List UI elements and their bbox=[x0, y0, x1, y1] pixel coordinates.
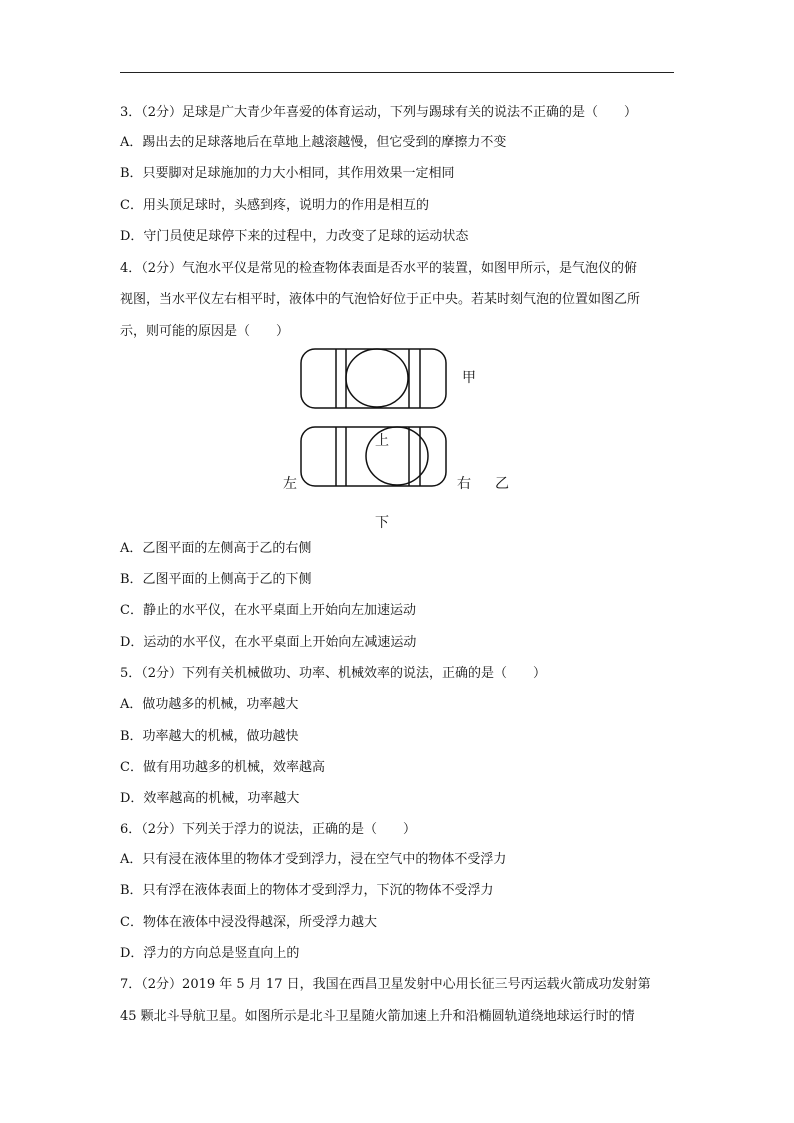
q4-option-a: A．乙图平面的左侧高于乙的右侧 bbox=[120, 541, 312, 556]
q5-option-b: B．功率越大的机械，做功越快 bbox=[120, 729, 299, 744]
q7-stem-line-1: 7．（2分）2019 年 5 月 17 日，我国在西昌卫星发射中心用长征三号丙运载火箭成功发射第 bbox=[120, 977, 651, 992]
figure-label-right: 右 bbox=[457, 476, 471, 492]
figure-label-yi: 乙 bbox=[495, 476, 509, 492]
figure-label-top: 上 bbox=[375, 433, 389, 449]
q4-stem-line-2: 视图，当水平仪左右相平时，液体中的气泡恰好位于正中央。若某时刻气泡的位置如图乙所 bbox=[120, 292, 641, 307]
q3-option-a: A．踢出去的足球落地后在草地上越滚越慢，但它受到的摩擦力不变 bbox=[120, 135, 507, 150]
q3-stem: 3．（2分）足球是广大青少年喜爱的体育运动，下列与踢球有关的说法不正确的是（ ） bbox=[120, 105, 638, 120]
q6-option-b: B．只有浮在液体表面上的物体才受到浮力，下沉的物体不受浮力 bbox=[120, 883, 494, 898]
q5-option-a: A．做功越多的机械，功率越大 bbox=[120, 697, 299, 712]
figure-label-jia: 甲 bbox=[462, 370, 476, 386]
q3-option-c: C．用头顶足球时，头感到疼，说明力的作用是相互的 bbox=[120, 198, 429, 213]
q4-stem-line-3: 示，则可能的原因是（ ） bbox=[120, 324, 290, 339]
level-jia bbox=[301, 349, 446, 408]
figure-label-left: 左 bbox=[283, 476, 297, 492]
q5-option-d: D．效率越高的机械，功率越大 bbox=[120, 791, 300, 806]
q3-option-d: D．守门员使足球停下来的过程中，力改变了足球的运动状态 bbox=[120, 229, 469, 244]
q3-option-b: B．只要脚对足球施加的力大小相同，其作用效果一定相同 bbox=[120, 166, 455, 181]
level-yi bbox=[301, 427, 446, 486]
q4-option-d: D．运动的水平仪，在水平桌面上开始向左减速运动 bbox=[120, 635, 417, 650]
header-rule bbox=[120, 72, 674, 73]
q4-option-b: B．乙图平面的上侧高于乙的下侧 bbox=[120, 572, 312, 587]
q4-option-c: C．静止的水平仪，在水平桌面上开始向左加速运动 bbox=[120, 603, 416, 618]
q6-option-d: D．浮力的方向总是竖直向上的 bbox=[120, 946, 300, 961]
q6-stem: 6．（2分）下列关于浮力的说法，正确的是（ ） bbox=[120, 822, 417, 837]
q6-option-c: C．物体在液体中浸没得越深，所受浮力越大 bbox=[120, 915, 377, 930]
q4-stem-line-1: 4．（2分）气泡水平仪是常见的检查物体表面是否水平的装置，如图甲所示，是气泡仪的俯 bbox=[120, 261, 638, 276]
figure-label-bottom: 下 bbox=[375, 515, 389, 531]
q5-option-c: C．做有用功越多的机械，效率越高 bbox=[120, 760, 325, 775]
q7-stem-line-2: 45 颗北斗导航卫星。如图所示是北斗卫星随火箭加速上升和沿椭圆轨道绕地球运行时的情 bbox=[120, 1009, 635, 1024]
q5-stem: 5．（2分）下列有关机械做功、功率、机械效率的说法，正确的是（ ） bbox=[120, 666, 547, 681]
q6-option-a: A．只有浸在液体里的物体才受到浮力，浸在空气中的物体不受浮力 bbox=[120, 852, 507, 867]
